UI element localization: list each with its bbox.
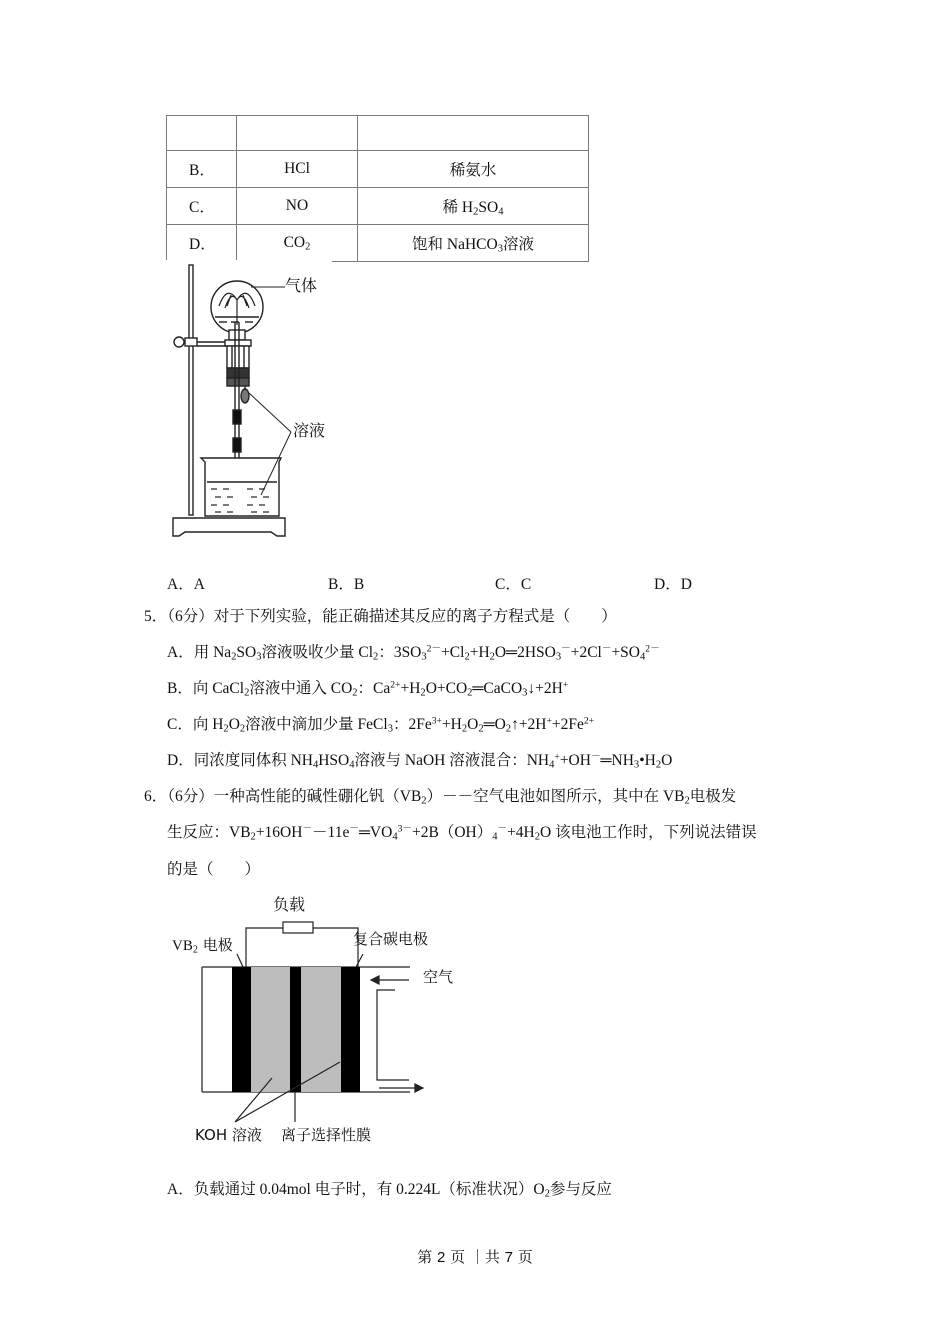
carbon-electrode-label: 复合碳电极 — [353, 930, 429, 948]
table-cell — [237, 116, 358, 151]
page-footer: 第 2 页 ｜共 7 页 — [417, 1248, 533, 1266]
q4-option-c[interactable]: C．C — [495, 576, 532, 593]
q4-option-a[interactable]: A．A — [167, 576, 205, 593]
solution-cell: 稀 $H_2SO_4$ — [358, 188, 589, 225]
table-cell — [167, 116, 237, 151]
air-label: 空气 — [423, 968, 454, 986]
q6-stem-line3: 的是（ ） — [167, 861, 261, 878]
total-pages: 7 — [504, 1249, 513, 1266]
table-row — [167, 188, 589, 225]
q5-option-b[interactable]: B．向 CaCl$_2$溶液中通入 $CO_2$：$Ca^{2+}+H_2O+CO_2═CaCO_3↓+2H^+$ — [167, 679, 569, 699]
ion-membrane-label: 离子选择性膜 — [281, 1126, 372, 1144]
gas-cell: $CO_2$ — [237, 225, 358, 262]
table-row — [167, 116, 589, 151]
vb2-electrode-label: $VB_2$ 电极 — [172, 936, 233, 956]
table-row — [167, 225, 589, 262]
q4-option-b[interactable]: B．B — [328, 576, 365, 593]
solution-cell: 饱和 NaHCO$_3$溶液 — [358, 225, 589, 262]
load-label: 负载 — [273, 895, 306, 914]
fountain-apparatus-figure — [165, 260, 345, 545]
table-row — [167, 151, 589, 188]
fountain-apparatus-diagram — [165, 260, 345, 545]
gas-cell: HCl — [237, 151, 358, 188]
gas-solution-table — [166, 115, 589, 262]
q5-option-c[interactable]: C．向 $H_2O_2$溶液中滴加少量 FeCl$_3$：$2Fe^{3+}+H_2O_2═O_2↑+2H^++2Fe^{2+}$ — [167, 715, 595, 735]
solution-cell: 稀氨水 — [358, 151, 589, 188]
row-label: D． — [167, 225, 237, 262]
vb2-air-battery-figure — [165, 890, 465, 1150]
table-cell — [358, 116, 589, 151]
q6-option-a[interactable]: A．负载通过 0.04mol 电子时，有 0.224L（标准状况）$O_2$参与反应 — [167, 1181, 612, 1200]
q6-stem-line2: 生反应：$VB_2+16OH^--11e^-═VO_4^{3-}+2B(OH)_4^-+4H_2O$ 该电池工作时，下列说法错误 — [167, 823, 757, 843]
q6-stem-line1: 6．（6分）一种高性能的碱性硼化钒$(VB_2)--$空气电池如图所示，其中在 $VB_2$电极发 — [144, 788, 737, 807]
koh-solution-label: KOH 溶液 — [195, 1126, 262, 1144]
row-label: B． — [167, 151, 237, 188]
q5-option-a[interactable]: A．用 $Na_2SO_3$溶液吸收少量 $Cl_2$：$3SO_3^{2-}+Cl_2+H_2O═2HSO_3^-+2Cl^-+SO_4^{2-}$ — [167, 643, 660, 663]
q5-stem: 5．（6分）对于下列实验，能正确描述其反应的离子方程式是（ ） — [144, 608, 617, 625]
solution-label: 溶液 — [293, 421, 326, 440]
current-page: 2 — [437, 1249, 446, 1266]
q5-option-d[interactable]: D．同浓度同体积 $NH_4HSO_4$溶液与 NaOH 溶液混合：$NH_4^++OH^-═NH_3•H_2O$ — [167, 751, 673, 771]
gas-cell: NO — [237, 188, 358, 225]
q4-option-d[interactable]: D．D — [654, 576, 692, 593]
gas-label: 气体 — [285, 276, 318, 295]
row-label: C． — [167, 188, 237, 225]
